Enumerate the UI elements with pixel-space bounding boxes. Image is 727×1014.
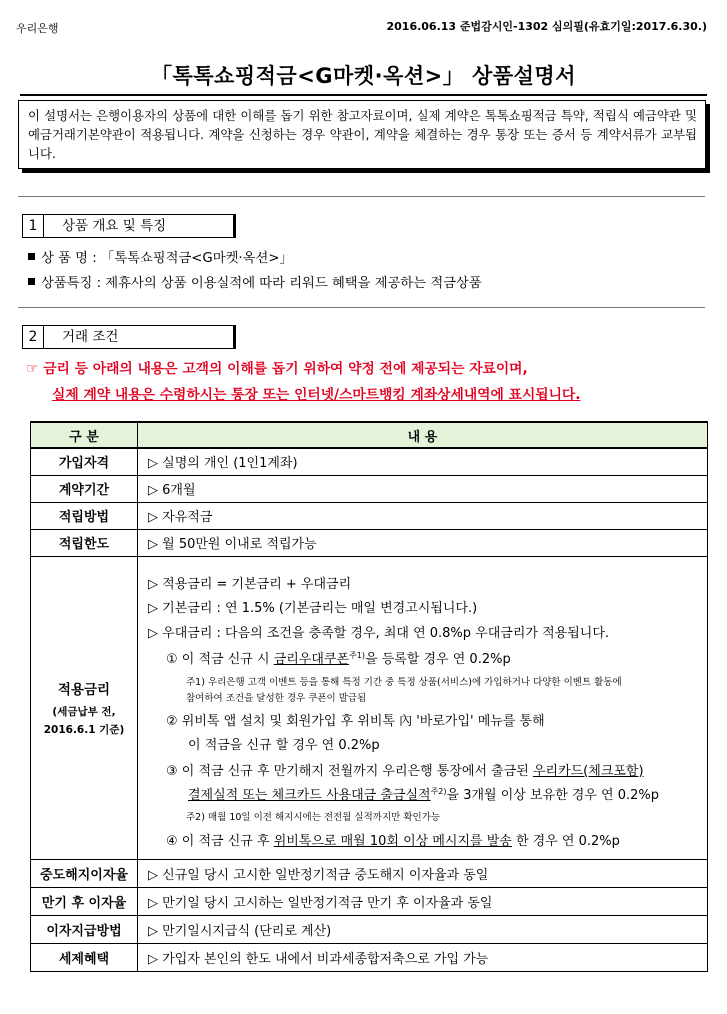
rate-label-cell (31, 556, 138, 859)
rate-label-sub: 2016.6.1 기준) (43, 724, 125, 736)
row-value: ▷ 신규일 당시 고시한 일반정기적금 중도해지 이자율과 동일 (138, 859, 708, 887)
triangle-bullet-icon: ▷ (148, 537, 158, 552)
section-bar (233, 326, 236, 348)
rate-label: 적용금리 (57, 682, 111, 698)
conditions-table (30, 421, 708, 972)
rate-line: ▷ 우대금리 : 다음의 조건을 충족할 경우, 최대 연 0.8%p 우대금리가 적용됩니다. (148, 625, 610, 641)
rate-condition-3: ③ 이 적금 신규 후 만기해지 전월까지 우리은행 통장에서 출금된 우리카드(체크포함) (166, 763, 644, 779)
table-row (31, 502, 708, 529)
section2-header (22, 325, 236, 349)
footnote-1-cont: 참여하여 조건을 달성한 경우 쿠폰이 발급됨 (186, 692, 367, 704)
triangle-bullet-icon: ▷ (148, 951, 158, 967)
row-value: ▷ 가입자 본인의 한도 내에서 비과세종합저축으로 가입 가능 (138, 943, 708, 971)
triangle-bullet-icon: ▷ (148, 456, 158, 472)
row-label: 계약기간 (31, 475, 138, 502)
rate-condition-2: ② 위비톡 앱 설치 및 회원가입 후 위비톡 內 '바로가입' 메뉴를 통해 (166, 713, 545, 729)
table-row (31, 529, 708, 556)
rate-value-cell (138, 556, 708, 859)
approval-note: 2016.06.13 준법감시인-1302 심의필(유효기일:2017.6.30.) (386, 20, 707, 33)
triangle-bullet-icon: ▷ (148, 576, 158, 592)
triangle-bullet-icon: ▷ (148, 483, 158, 498)
square-bullet-icon (28, 278, 35, 285)
bank-name: 우리은행 (16, 22, 59, 35)
section2-title: 거래 조건 (62, 329, 119, 345)
triangle-bullet-icon: ▷ (148, 867, 158, 883)
row-label: 중도해지이자율 (31, 859, 138, 887)
header-category: 구 분 (31, 422, 138, 448)
section-bar (233, 215, 236, 237)
row-label: 적립한도 (31, 529, 138, 556)
rate-line: ▷ 적용금리 = 기본금리 + 우대금리 (148, 576, 352, 592)
intro-box: 이 설명서는 은행이용자의 상품에 대한 이해를 돕기 위한 참고자료이며, 실제 계약은 톡톡쇼핑적금 특약, 적립식 예금약관 및 예금거래기본약관이 적용됩니다. 계약을 신청하는 경우 약관이, 계약을 체결하는 경우 통장 또는 증서 등 계약서류가 교부됩니다. (18, 100, 706, 169)
row-value: ▷ 실명의 개인 (1인1계좌) (138, 448, 708, 475)
table-row (31, 915, 708, 943)
table-header-row (31, 422, 708, 448)
product-name-text: 상 품 명 : 「톡톡쇼핑적금<G마켓·옥션>」 (41, 251, 293, 266)
rate-label-sub: (세금납부 전, (52, 706, 116, 718)
row-value: ▷ 만기일 당시 고시하는 일반정기적금 만기 후 이자율과 동일 (138, 887, 708, 915)
document-title: 「톡톡쇼핑적금<G마켓·옥션>」 상품설명서 (150, 64, 576, 88)
triangle-bullet-icon: ▷ (148, 510, 158, 525)
row-label: 가입자격 (31, 448, 138, 475)
section1-header (22, 214, 236, 238)
row-label: 이자지급방법 (31, 915, 138, 943)
row-label: 세제혜택 (31, 943, 138, 971)
table-row (31, 943, 708, 971)
title-underline (20, 94, 707, 96)
table-row (31, 448, 708, 475)
row-label: 적립방법 (31, 502, 138, 529)
section1-title: 상품 개요 및 특징 (62, 218, 167, 234)
triangle-bullet-icon: ▷ (148, 625, 158, 641)
triangle-bullet-icon: ▷ (148, 923, 158, 939)
header-content: 내 용 (138, 422, 708, 448)
row-value: ▷ 만기일시지급식 (단리로 계산) (138, 915, 708, 943)
table-row (31, 475, 708, 502)
rate-condition-3-cont: 결제실적 또는 체크카드 사용대금 출금실적$^{주2)}$을 3개월 이상 보유한 경우 연 0.2%p (188, 786, 660, 803)
row-label: 만기 후 이자율 (31, 887, 138, 915)
divider (18, 196, 705, 197)
notice-line-2: 실제 계약 내용은 수령하시는 통장 또는 인터넷/스마트뱅킹 계좌상세내역에 표시됩니다. (52, 387, 581, 403)
section2-number: 2 (22, 326, 44, 348)
square-bullet-icon (28, 253, 35, 260)
table-row (31, 887, 708, 915)
triangle-bullet-icon: ▷ (148, 895, 158, 911)
triangle-bullet-icon: ▷ (148, 600, 158, 616)
rate-condition-4: ④ 이 적금 신규 후 위비톡으로 매월 10회 이상 메시지를 발송 한 경우 연 0.2%p (166, 833, 620, 849)
product-feature-text: 상품특징 : 제휴사의 상품 이용실적에 따라 리워드 혜택을 제공하는 적금상품 (41, 276, 482, 291)
row-value: ▷ 월 50만원 이내로 적립가능 (138, 529, 708, 556)
notice-line-1: ☞ 금리 등 아래의 내용은 고객의 이해를 돕기 위하여 약정 전에 제공되는 자료이며, (26, 361, 528, 377)
rate-line: ▷ 기본금리 : 연 1.5% (기본금리는 매일 변경고시됩니다.) (148, 600, 478, 616)
rate-condition-1: ① 이 적금 신규 시 금리우대쿠폰$^{주1)}$을 등록할 경우 연 0.2%p (166, 650, 511, 667)
table-row (31, 859, 708, 887)
rate-condition-2-cont: 이 적금을 신규 할 경우 연 0.2%p (188, 737, 380, 753)
section1-item (28, 272, 482, 291)
section1-number: 1 (22, 215, 44, 237)
section1-item (28, 247, 293, 266)
table-row-rate (31, 556, 708, 859)
row-value: ▷ 6개월 (138, 475, 708, 502)
pointing-hand-icon: ☞ (26, 361, 39, 377)
footnote-1: 주1) 우리은행 고객 이벤트 등을 통해 특정 기간 중 특정 상품(서비스)에 가입하거나 다양한 이벤트 활동에 (186, 676, 622, 688)
divider (18, 307, 705, 308)
footnote-2: 주2) 매월 10일 이전 해지시에는 전전월 실적까지만 확인가능 (186, 811, 441, 823)
row-value: ▷ 자유적금 (138, 502, 708, 529)
